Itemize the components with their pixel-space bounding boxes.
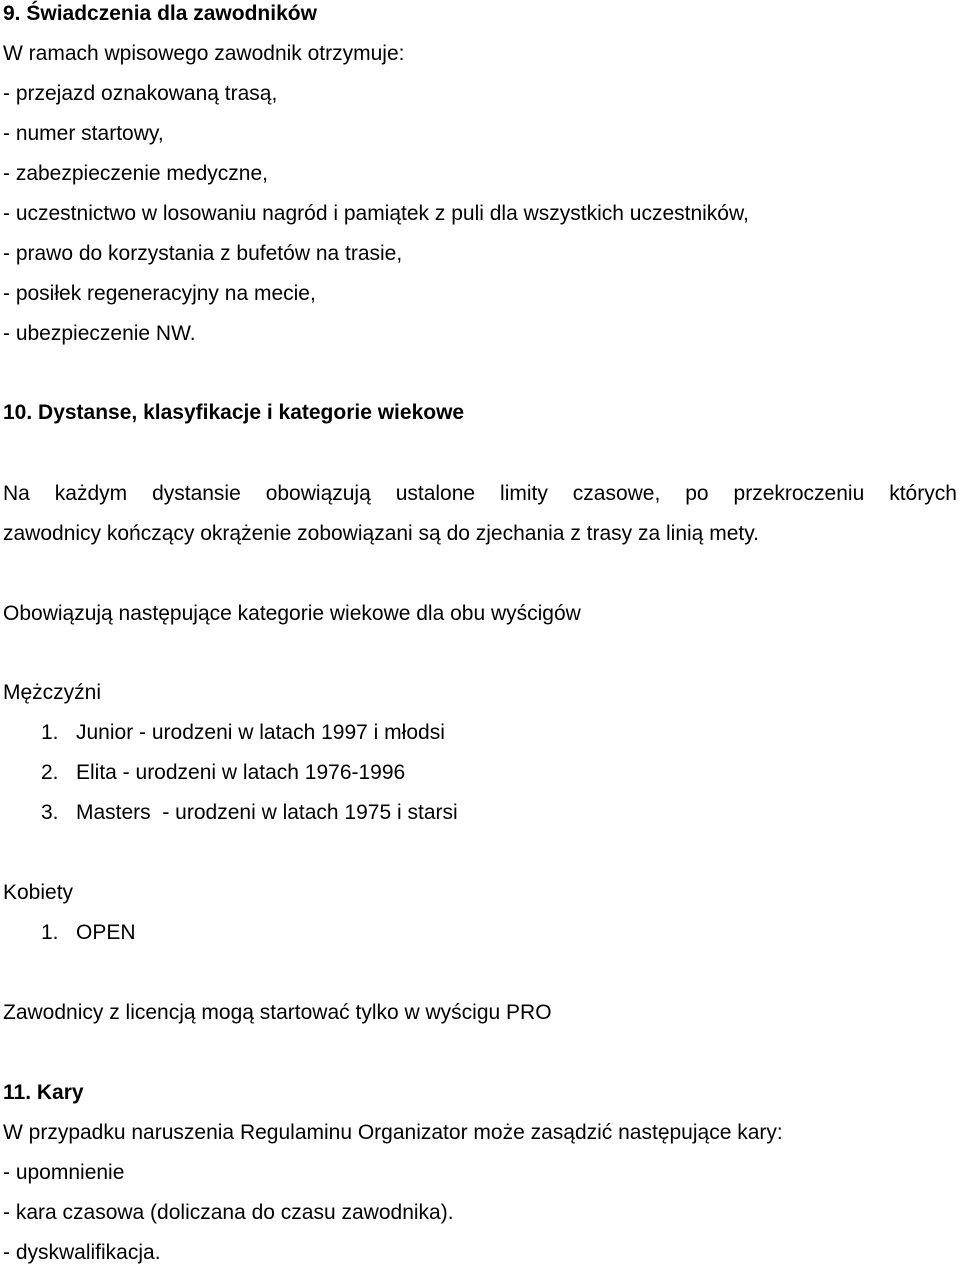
section-10-heading: 10. Dystanse, klasyfikacje i kategorie wiekowe: [3, 401, 465, 424]
list-item-text: Junior - urodzeni w latach 1997 i młodsi: [76, 721, 445, 744]
list-item: [41, 760, 405, 786]
list-item: [41, 800, 458, 826]
categories-intro: Obowiązują następujące kategorie wiekowe dla obu wyścigów: [3, 602, 581, 625]
paragraph-word: których: [889, 482, 957, 505]
list-item-number: 1.: [41, 721, 59, 744]
paragraph-word: każdym: [54, 482, 128, 505]
list-item: - upomnienie: [3, 1161, 125, 1184]
men-category-label: Mężczyźni: [3, 681, 102, 704]
paragraph-word: dystansie: [152, 482, 241, 505]
list-item-number: 3.: [41, 801, 59, 824]
list-item: - uczestnictwo w losowaniu nagród i pamiątek z puli dla wszystkich uczestników,: [3, 202, 749, 225]
section-9-intro: W ramach wpisowego zawodnik otrzymuje:: [3, 42, 405, 65]
list-item: - numer startowy,: [3, 122, 164, 145]
list-item: - przejazd oznakowaną trasą,: [3, 82, 278, 105]
paragraph-word: ustalone: [395, 482, 476, 505]
limits-paragraph-line-2: zawodnicy kończący okrążenie zobowiązani są do zjechania z trasy za linią mety.: [3, 522, 759, 545]
women-category-label: Kobiety: [3, 881, 74, 904]
limits-paragraph-line-1: [3, 481, 957, 507]
list-item-text: Masters - urodzeni w latach 1975 i starsi: [76, 801, 458, 824]
section-11-heading: 11. Kary: [3, 1081, 84, 1104]
section-9-heading: 9. Świadczenia dla zawodników: [3, 2, 317, 25]
list-item: - kara czasowa (doliczana do czasu zawodnika).: [3, 1201, 454, 1224]
list-item-text: Elita - urodzeni w latach 1976-1996: [76, 761, 406, 784]
section-11-intro: W przypadku naruszenia Regulaminu Organizator może zasądzić następujące kary:: [3, 1121, 783, 1144]
paragraph-word: Na: [3, 482, 30, 505]
list-item: - ubezpieczenie NW.: [3, 322, 196, 345]
list-item-number: 1.: [41, 921, 59, 944]
list-item: - zabezpieczenie medyczne,: [3, 162, 268, 185]
list-item: - posiłek regeneracyjny na mecie,: [3, 282, 316, 305]
list-item-text: OPEN: [76, 921, 136, 944]
paragraph-word: obowiązują: [265, 482, 371, 505]
list-item: - dyskwalifikacja.: [3, 1241, 161, 1264]
list-item: - prawo do korzystania z bufetów na trasie,: [3, 242, 403, 265]
list-item-number: 2.: [41, 761, 59, 784]
paragraph-word: przekroczeniu: [733, 482, 865, 505]
list-item: [41, 720, 445, 746]
paragraph-word: czasowe,: [572, 482, 661, 505]
paragraph-word: po: [685, 482, 709, 505]
license-note: Zawodnicy z licencją mogą startować tylko w wyścigu PRO: [3, 1001, 552, 1024]
list-item: [41, 920, 136, 946]
paragraph-word: limity: [500, 482, 548, 505]
